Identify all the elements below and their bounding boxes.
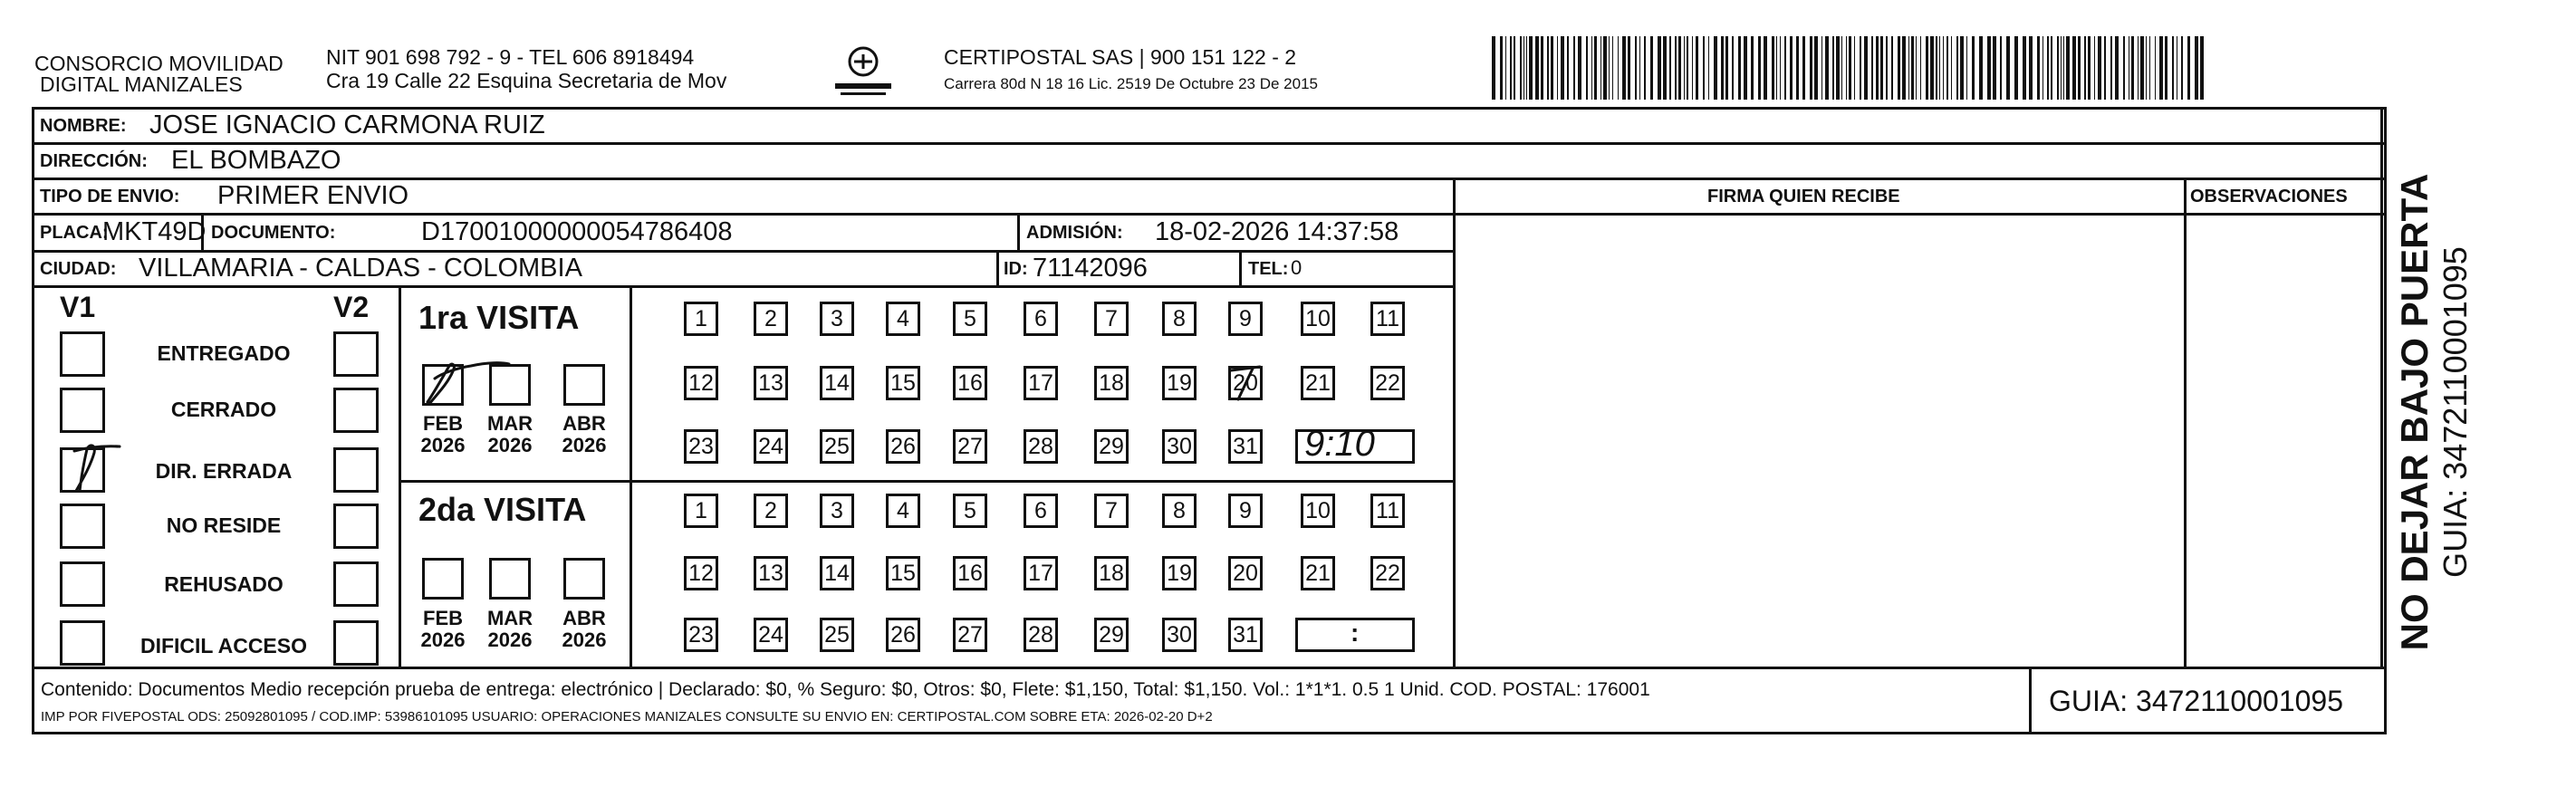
second-visit-day-31[interactable]: 31: [1228, 618, 1263, 652]
second-visit-day-24[interactable]: 24: [754, 618, 788, 652]
row-line: [32, 178, 2387, 180]
second-visit-month-abr-box[interactable]: [563, 558, 605, 600]
first-visit-day-3[interactable]: 3: [820, 302, 854, 336]
v1-checkbox-no-reside[interactable]: [60, 504, 105, 549]
first-visit-day-14[interactable]: 14: [820, 366, 854, 400]
v2-label: V2: [333, 291, 370, 323]
first-visit-day-6[interactable]: 6: [1024, 302, 1058, 336]
first-visit-time: 9:10: [1304, 424, 1375, 464]
second-visit-day-10[interactable]: 10: [1301, 494, 1335, 528]
row-line: [32, 213, 2387, 216]
first-visit-day-31[interactable]: 31: [1228, 429, 1263, 464]
first-visit-day-24[interactable]: 24: [754, 429, 788, 464]
id-label: ID:: [1004, 259, 1028, 279]
v1-checkbox-cerrado[interactable]: [60, 388, 105, 433]
first-visit-day-10[interactable]: 10: [1301, 302, 1335, 336]
v1-label: V1: [60, 291, 96, 323]
first-visit-day-20[interactable]: 20: [1228, 366, 1263, 400]
second-visit-title: 2da VISITA: [418, 491, 587, 528]
observaciones-header: OBSERVACIONES: [2190, 187, 2348, 206]
documento-value: D17001000000054786408: [421, 217, 733, 246]
footer-guia: GUIA: 3472110001095: [2049, 685, 2343, 717]
second-visit-day-12[interactable]: 12: [684, 556, 718, 590]
id-value: 71142096: [1033, 254, 1148, 283]
carrier-line: CERTIPOSTAL SAS | 900 151 122 - 2: [944, 45, 1297, 69]
v1-checkbox-rehusado[interactable]: [60, 561, 105, 607]
company-name-line1: CONSORCIO MOVILIDAD: [34, 52, 284, 75]
second-visit-day-30[interactable]: 30: [1162, 618, 1197, 652]
first-visit-day-27[interactable]: 27: [953, 429, 987, 464]
placa-value: MKT49D: [102, 217, 207, 246]
col-line: [2380, 107, 2383, 667]
address-line: Cra 19 Calle 22 Esquina Secretaria de Mov: [326, 69, 727, 92]
first-visit-day-4[interactable]: 4: [886, 302, 920, 336]
col-line: [996, 250, 999, 285]
reason-rehusado: REHUSADO: [164, 572, 284, 596]
second-visit-day-1[interactable]: 1: [684, 494, 718, 528]
reason-dir-errada: DIR. ERRADA: [155, 459, 293, 483]
second-visit-day-4[interactable]: 4: [886, 494, 920, 528]
v2-checkbox-dificil-acceso[interactable]: [333, 620, 379, 666]
second-visit-month-mar: MAR 2026: [486, 607, 533, 652]
nombre-value: JOSE IGNACIO CARMONA RUIZ: [149, 110, 545, 139]
first-visit-month-abr-box[interactable]: [563, 364, 605, 406]
second-visit-day-16[interactable]: 16: [953, 556, 987, 590]
second-visit-day-17[interactable]: 17: [1024, 556, 1058, 590]
second-visit-day-21[interactable]: 21: [1301, 556, 1335, 590]
first-visit-day-2[interactable]: 2: [754, 302, 788, 336]
direccion-value: EL BOMBAZO: [171, 146, 341, 175]
ciudad-label: CIUDAD:: [40, 259, 117, 279]
first-visit-day-25[interactable]: 25: [820, 429, 854, 464]
second-visit-day-26[interactable]: 26: [886, 618, 920, 652]
col-line: [1453, 178, 1456, 667]
first-visit-day-1[interactable]: 1: [684, 302, 718, 336]
nit-line: NIT 901 698 792 - 9 - TEL 606 8918494: [326, 45, 695, 69]
first-visit-day-12[interactable]: 12: [684, 366, 718, 400]
first-visit-day-13[interactable]: 13: [754, 366, 788, 400]
tel-value: 0: [1291, 256, 1302, 279]
v2-checkbox-entregado[interactable]: [333, 331, 379, 377]
side-warning: NO DEJAR BAJO PUERTA: [2393, 173, 2436, 651]
first-visit-day-26[interactable]: 26: [886, 429, 920, 464]
tel-label: TEL:: [1248, 259, 1289, 279]
first-visit-day-7[interactable]: 7: [1094, 302, 1129, 336]
col-line: [2029, 667, 2032, 734]
v2-checkbox-no-reside[interactable]: [333, 504, 379, 549]
direccion-label: DIRECCIÓN:: [40, 151, 148, 171]
second-visit-day-22[interactable]: 22: [1370, 556, 1405, 590]
first-visit-day-28[interactable]: 28: [1024, 429, 1058, 464]
second-visit-month-feb: FEB 2026: [420, 607, 466, 652]
v2-checkbox-dir-errada[interactable]: [333, 447, 379, 493]
second-visit-day-7[interactable]: 7: [1094, 494, 1129, 528]
reason-entregado: ENTREGADO: [157, 341, 291, 365]
firma-header: FIRMA QUIEN RECIBE: [1707, 187, 1900, 206]
placa-label: PLACA:: [40, 223, 109, 243]
col-line: [399, 285, 401, 667]
first-visit-day-16[interactable]: 16: [953, 366, 987, 400]
second-visit-day-23[interactable]: 23: [684, 618, 718, 652]
v1-dir-errada-check-mark: [54, 438, 127, 496]
first-visit-day-18[interactable]: 18: [1094, 366, 1129, 400]
carrier-sub: Carrera 80d N 18 16 Lic. 2519 De Octubre 23 De 2015: [944, 75, 1318, 92]
second-visit-month-feb-box[interactable]: [422, 558, 464, 600]
first-visit-title: 1ra VISITA: [418, 299, 580, 336]
v2-checkbox-cerrado[interactable]: [333, 388, 379, 433]
first-visit-day-17[interactable]: 17: [1024, 366, 1058, 400]
certipostal-logo: [831, 43, 895, 100]
reason-cerrado: CERRADO: [170, 398, 277, 421]
imp-line: IMP POR FIVEPOSTAL ODS: 25092801095 / COD.IMP: 53986101095 USUARIO: OPERACIONES MANIZALES CONSULTE SU ENVIO EN: CERTIPOSTAL.COM SOBRE ETA: 2026-02-20 D+2: [41, 709, 1213, 724]
first-visit-day-19[interactable]: 19: [1162, 366, 1197, 400]
admision-value: 18-02-2026 14:37:58: [1155, 217, 1399, 246]
second-visit-day-3[interactable]: 3: [820, 494, 854, 528]
row-line: [32, 667, 2387, 669]
second-visit-month-abr: ABR 2026: [562, 607, 607, 652]
reason-no-reside: NO RESIDE: [166, 513, 282, 537]
second-visit-time: :: [1350, 619, 1360, 647]
first-visit-month-feb: FEB 2026: [420, 412, 466, 457]
first-visit-day-23[interactable]: 23: [684, 429, 718, 464]
second-visit-day-11[interactable]: 11: [1370, 494, 1405, 528]
tipo-envio-label: TIPO DE ENVIO:: [40, 187, 180, 206]
col-line: [630, 285, 632, 667]
second-visit-day-14[interactable]: 14: [820, 556, 854, 590]
first-visit-day-8[interactable]: 8: [1162, 302, 1197, 336]
second-visit-day-18[interactable]: 18: [1094, 556, 1129, 590]
admision-label: ADMISIÓN:: [1026, 223, 1123, 243]
col-line: [2184, 178, 2187, 667]
second-visit-day-29[interactable]: 29: [1094, 618, 1129, 652]
col-line: [1239, 250, 1242, 285]
side-guia: GUIA: 3472110001095: [2437, 246, 2474, 578]
reason-dificil-acceso: DIFICIL ACCESO: [139, 634, 307, 657]
second-visit-day-19[interactable]: 19: [1162, 556, 1197, 590]
second-visit-day-9[interactable]: 9: [1228, 494, 1263, 528]
first-visit-day-20-mark: [1226, 363, 1265, 403]
first-visit-day-9[interactable]: 9: [1228, 302, 1263, 336]
v2-checkbox-rehusado[interactable]: [333, 561, 379, 607]
second-visit-day-2[interactable]: 2: [754, 494, 788, 528]
second-visit-day-13[interactable]: 13: [754, 556, 788, 590]
documento-label: DOCUMENTO:: [211, 223, 336, 243]
row-line: [32, 285, 1454, 288]
first-visit-month-mar: MAR 2026: [486, 412, 533, 457]
first-visit-day-30[interactable]: 30: [1162, 429, 1197, 464]
second-visit-day-27[interactable]: 27: [953, 618, 987, 652]
first-visit-month-abr: ABR 2026: [562, 412, 607, 457]
first-visit-day-5[interactable]: 5: [953, 302, 987, 336]
nombre-label: NOMBRE:: [40, 116, 127, 136]
second-visit-day-15[interactable]: 15: [886, 556, 920, 590]
row-line: [32, 142, 2387, 145]
second-visit-day-6[interactable]: 6: [1024, 494, 1058, 528]
first-visit-day-21[interactable]: 21: [1301, 366, 1335, 400]
first-visit-day-11[interactable]: 11: [1370, 302, 1405, 336]
barcode: [1490, 36, 2215, 100]
second-visit-day-5[interactable]: 5: [953, 494, 987, 528]
row-line: [399, 480, 1454, 483]
first-visit-day-15[interactable]: 15: [886, 366, 920, 400]
first-visit-day-22[interactable]: 22: [1370, 366, 1405, 400]
first-visit-feb-mark: [415, 357, 514, 411]
first-visit-day-29[interactable]: 29: [1094, 429, 1129, 464]
col-line: [1017, 213, 1020, 250]
tipo-envio-value: PRIMER ENVIO: [217, 181, 409, 210]
v1-checkbox-entregado[interactable]: [60, 331, 105, 377]
contenido-line: Contenido: Documentos Medio recepción prueba de entrega: electrónico | Declarado: $0, % Seguro: $0, Otros: $0, Flete: $1,150, Total: $1,150. Vol.: 1*1*1. 0.5 1 Unid. COD. POSTAL: 176001: [41, 679, 1650, 700]
second-visit-day-20[interactable]: 20: [1228, 556, 1263, 590]
company-name-line2: DIGITAL MANIZALES: [40, 72, 243, 96]
second-visit-day-8[interactable]: 8: [1162, 494, 1197, 528]
second-visit-month-mar-box[interactable]: [489, 558, 531, 600]
v1-checkbox-dificil-acceso[interactable]: [60, 620, 105, 666]
second-visit-day-28[interactable]: 28: [1024, 618, 1058, 652]
second-visit-day-25[interactable]: 25: [820, 618, 854, 652]
ciudad-value: VILLAMARIA - CALDAS - COLOMBIA: [139, 254, 582, 283]
